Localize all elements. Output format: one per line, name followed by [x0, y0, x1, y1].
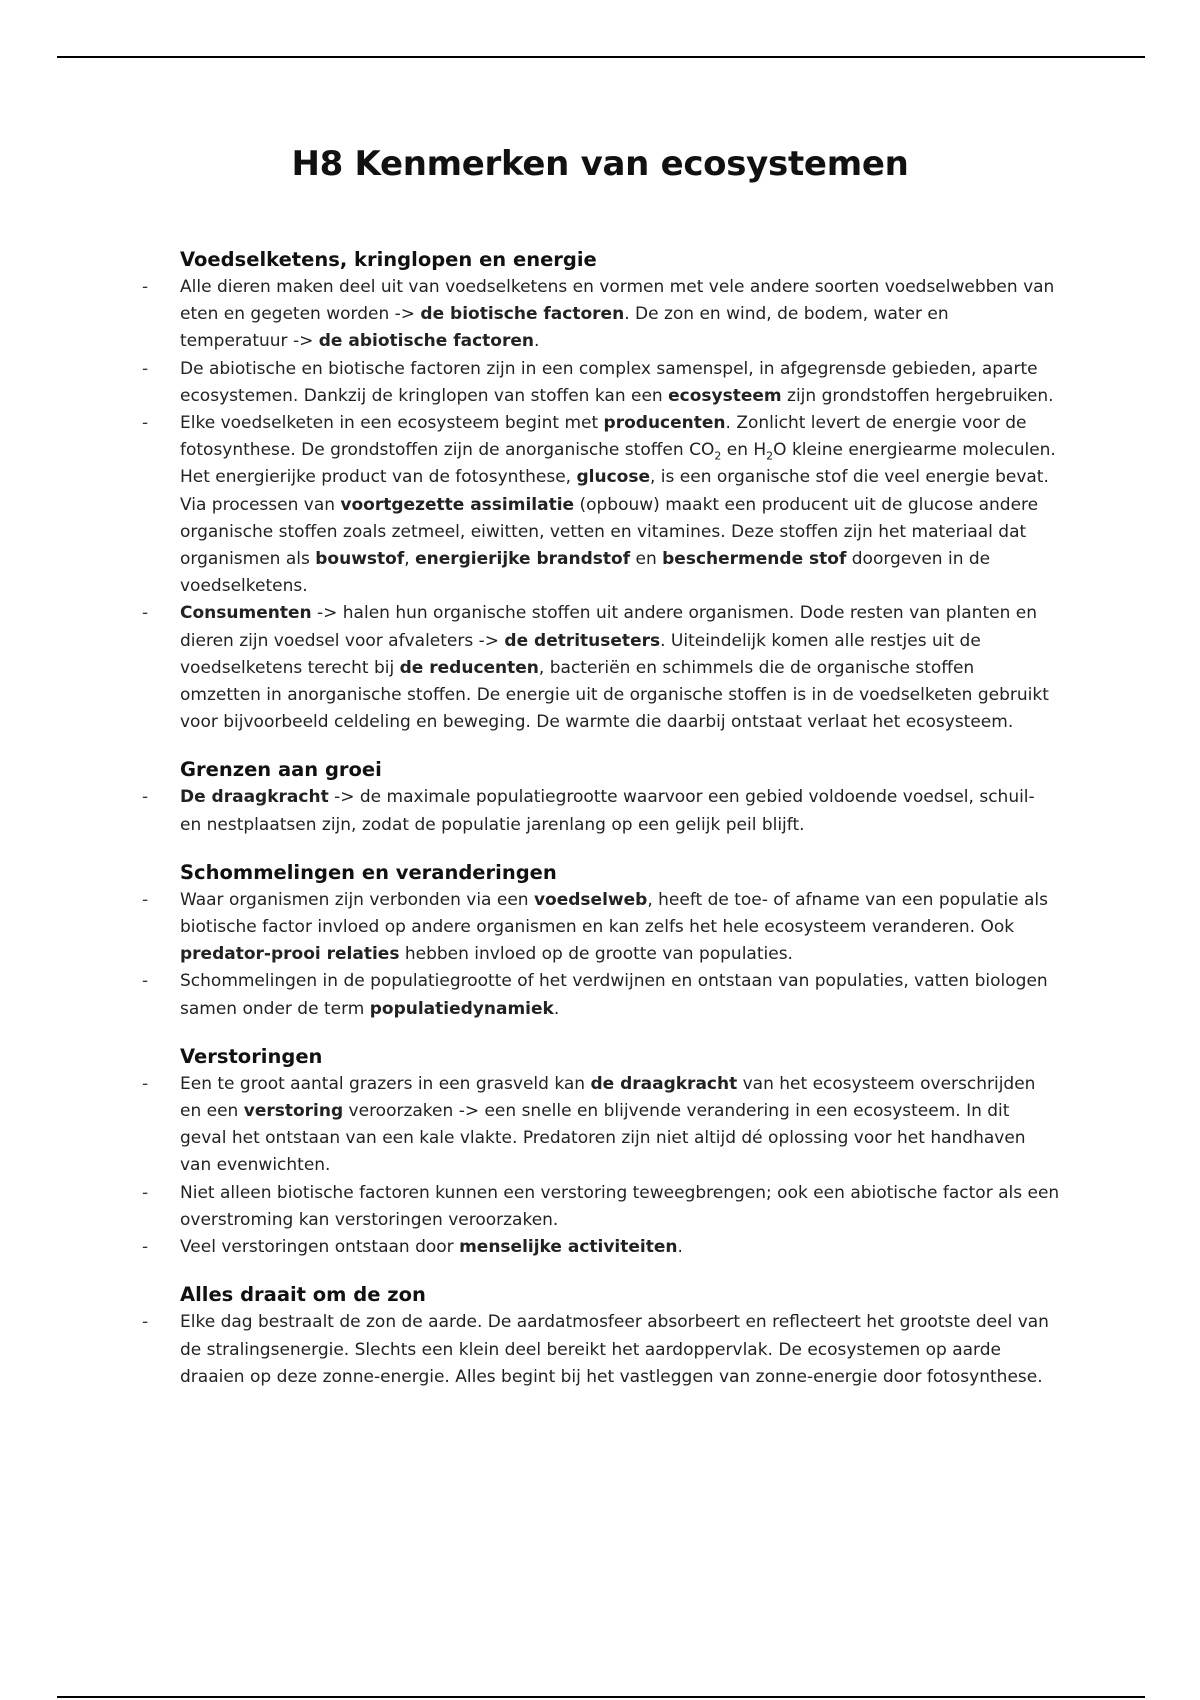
- text-run: en H: [721, 440, 767, 461]
- section-heading: Grenzen aan groei: [180, 758, 382, 782]
- bullet-list: [142, 887, 1060, 1023]
- bold-term: bouwstof: [315, 549, 405, 570]
- bold-term: verstoring: [243, 1101, 344, 1122]
- section: [142, 1043, 1060, 1261]
- text-run: (opbouw) maakt een producent uit de glucose andere organische stoffen zoals zetmeel, eiwitten, vetten en vitamines. Deze stoffen zijn het materiaal dat organismen als: [180, 494, 1039, 570]
- text-run: , heeft de toe- of afname van een populatie als biotische factor invloed op andere organismen en kan zelfs het hele ecosysteem veranderen. Ook: [180, 889, 1048, 938]
- bold-term: voortgezette assimilatie: [340, 494, 575, 515]
- bold-term: de draagkracht: [590, 1073, 738, 1094]
- bold-term: De draagkracht: [180, 787, 329, 808]
- text-run: Alle dieren maken deel uit van voedselketens en vormen met vele andere soorten voedselwebben van eten en gegeten worden ->: [180, 277, 1055, 325]
- text-run: Elke voedselketen in een ecosysteem begint met: [180, 413, 604, 434]
- bullet-marker: -: [142, 1312, 149, 1333]
- text-run: . Zonlicht levert de energie voor de fotosynthese. De grondstoffen zijn de anorganische stoffen CO: [180, 413, 1027, 461]
- bold-term: energierijke brandstof: [415, 549, 631, 570]
- text-run: ,: [404, 549, 416, 570]
- bold-term: de biotische factoren: [420, 304, 625, 325]
- bullet-item: [142, 356, 1060, 410]
- text-run: Schommelingen in de populatiegrootte of het verdwijnen en ontstaan van populaties, vatten biologen samen onder de term: [180, 971, 1048, 1019]
- text-run: van het ecosysteem overschrijden en een: [180, 1073, 1036, 1122]
- section-heading: Voedselketens, kringlopen en energie: [180, 248, 597, 271]
- text-run: .: [677, 1237, 683, 1258]
- bold-term: producenten: [603, 413, 726, 434]
- bullet-list: [142, 274, 1060, 736]
- bullet-marker: -: [142, 413, 149, 434]
- bold-term: voedselweb: [533, 889, 648, 910]
- section-heading: Verstoringen: [180, 1044, 323, 1068]
- bullet-item: [142, 1309, 1060, 1391]
- text-run: Elke dag bestraalt de zon de aarde. De aardatmosfeer absorbeert en reflecteert het grootste deel van de stralingsenergie. Slechts een klein deel bereikt het aardoppervlak. De ecosystemen op aarde draaien op deze zonne-energie. Alles begint bij het vastleggen van zonne-energie door fotosynthese.: [180, 1312, 1049, 1387]
- bullet-marker: -: [142, 1237, 149, 1258]
- bold-term: ecosysteem: [668, 385, 782, 406]
- text-run: . Uiteindelijk komen alle restjes uit de voedselketens terecht bij: [180, 630, 981, 678]
- bold-term: Consumenten: [180, 603, 312, 624]
- text-run: -> de maximale populatiegrootte waarvoor een gebied voldoende voedsel, schuil- en nestplaatsen zijn, zodat de populatie jarenlang op een gelijk peil blijft.: [180, 787, 1035, 835]
- bullet-marker: -: [142, 1182, 149, 1203]
- bullet-item: [142, 1071, 1060, 1180]
- text-run: , bacteriën en schimmels die de organische stoffen omzetten in anorganische stoffen. De energie uit de organische stoffen is in de voedselketen gebruikt voor bijvoorbeeld celdeling en beweging. De warmte die daarbij ontstaat verlaat het ecosysteem.: [180, 657, 1049, 733]
- bullet-list: [142, 1309, 1060, 1391]
- bold-term: populatiedynamiek: [369, 998, 554, 1019]
- bold-term: de reducenten: [399, 657, 539, 678]
- bullet-item: [142, 274, 1060, 356]
- section-heading: Alles draait om de zon: [180, 1283, 426, 1307]
- bullet-item: [142, 600, 1060, 736]
- bullet-marker: -: [142, 603, 149, 624]
- bullet-marker: -: [142, 889, 149, 910]
- bullet-marker: -: [142, 277, 149, 297]
- text-run: .: [533, 331, 540, 352]
- bold-term: glucose: [576, 467, 650, 488]
- text-run: De abiotische en biotische factoren zijn in een complex samenspel, in afgegrensde gebieden, aparte ecosystemen. Dankzij de kringlopen van stoffen kan een: [180, 358, 1038, 406]
- subscript: 2: [714, 449, 722, 463]
- bullet-marker: -: [142, 1073, 149, 1094]
- bold-term: de detrituseters: [504, 630, 661, 651]
- bullet-item: [142, 887, 1060, 969]
- bullet-marker: -: [142, 971, 149, 992]
- document-body: [142, 246, 1060, 1411]
- subscript: 2: [766, 449, 774, 463]
- bold-term: de abiotische factoren: [318, 331, 534, 352]
- bullet-list: [142, 784, 1060, 838]
- bullet-marker: -: [142, 787, 149, 808]
- bullet-item: [142, 968, 1060, 1022]
- text-run: Veel verstoringen ontstaan door: [180, 1237, 460, 1258]
- text-run: O kleine energiearme moleculen. Het energierijke product van de fotosynthese,: [180, 440, 1056, 488]
- page-title: H8 Kenmerken van ecosystemen: [291, 144, 909, 184]
- text-run: -> halen hun organische stoffen uit andere organismen. Dode resten van planten en dieren zijn voedsel voor afvaleters ->: [180, 603, 1037, 651]
- text-run: hebben invloed op de grootte van populaties.: [399, 944, 793, 965]
- top-rule: [57, 56, 1145, 58]
- bullet-marker: -: [142, 358, 149, 379]
- text-run: doorgeven in de voedselketens.: [180, 549, 991, 597]
- text-run: Waar organismen zijn verbonden via een: [180, 889, 534, 910]
- section-heading: Schommelingen en veranderingen: [180, 860, 557, 884]
- text-run: . De zon en wind, de bodem, water en temperatuur ->: [180, 304, 949, 352]
- bullet-list: [142, 1071, 1060, 1261]
- bullet-item: [142, 1180, 1060, 1234]
- section: [142, 246, 1060, 736]
- text-run: Een te groot aantal grazers in een grasveld kan: [180, 1073, 591, 1094]
- text-run: en: [630, 549, 663, 570]
- bold-term: beschermende stof: [662, 549, 847, 570]
- section: [142, 1281, 1060, 1391]
- section: [142, 756, 1060, 838]
- text-run: zijn grondstoffen hergebruiken.: [781, 385, 1054, 406]
- section: [142, 859, 1060, 1023]
- text-run: , is een organische stof die veel energie bevat. Via processen van: [180, 467, 1049, 515]
- bottom-rule: [57, 1696, 1145, 1698]
- bold-term: predator-prooi relaties: [180, 944, 400, 965]
- bold-term: menselijke activiteiten: [459, 1237, 678, 1258]
- bullet-item: [142, 784, 1060, 838]
- bullet-item: [142, 1234, 1060, 1261]
- text-run: Niet alleen biotische factoren kunnen een verstoring teweegbrengen; ook een abiotische factor als een overstroming kan verstoringen veroorzaken.: [180, 1182, 1060, 1230]
- bullet-item: [142, 410, 1060, 600]
- text-run: veroorzaken -> een snelle en blijvende verandering in een ecosysteem. In dit geval het ontstaan van een kale vlakte. Predatoren zijn niet altijd dé oplossing voor het handhaven van evenwichten.: [180, 1101, 1026, 1176]
- text-run: .: [553, 998, 560, 1019]
